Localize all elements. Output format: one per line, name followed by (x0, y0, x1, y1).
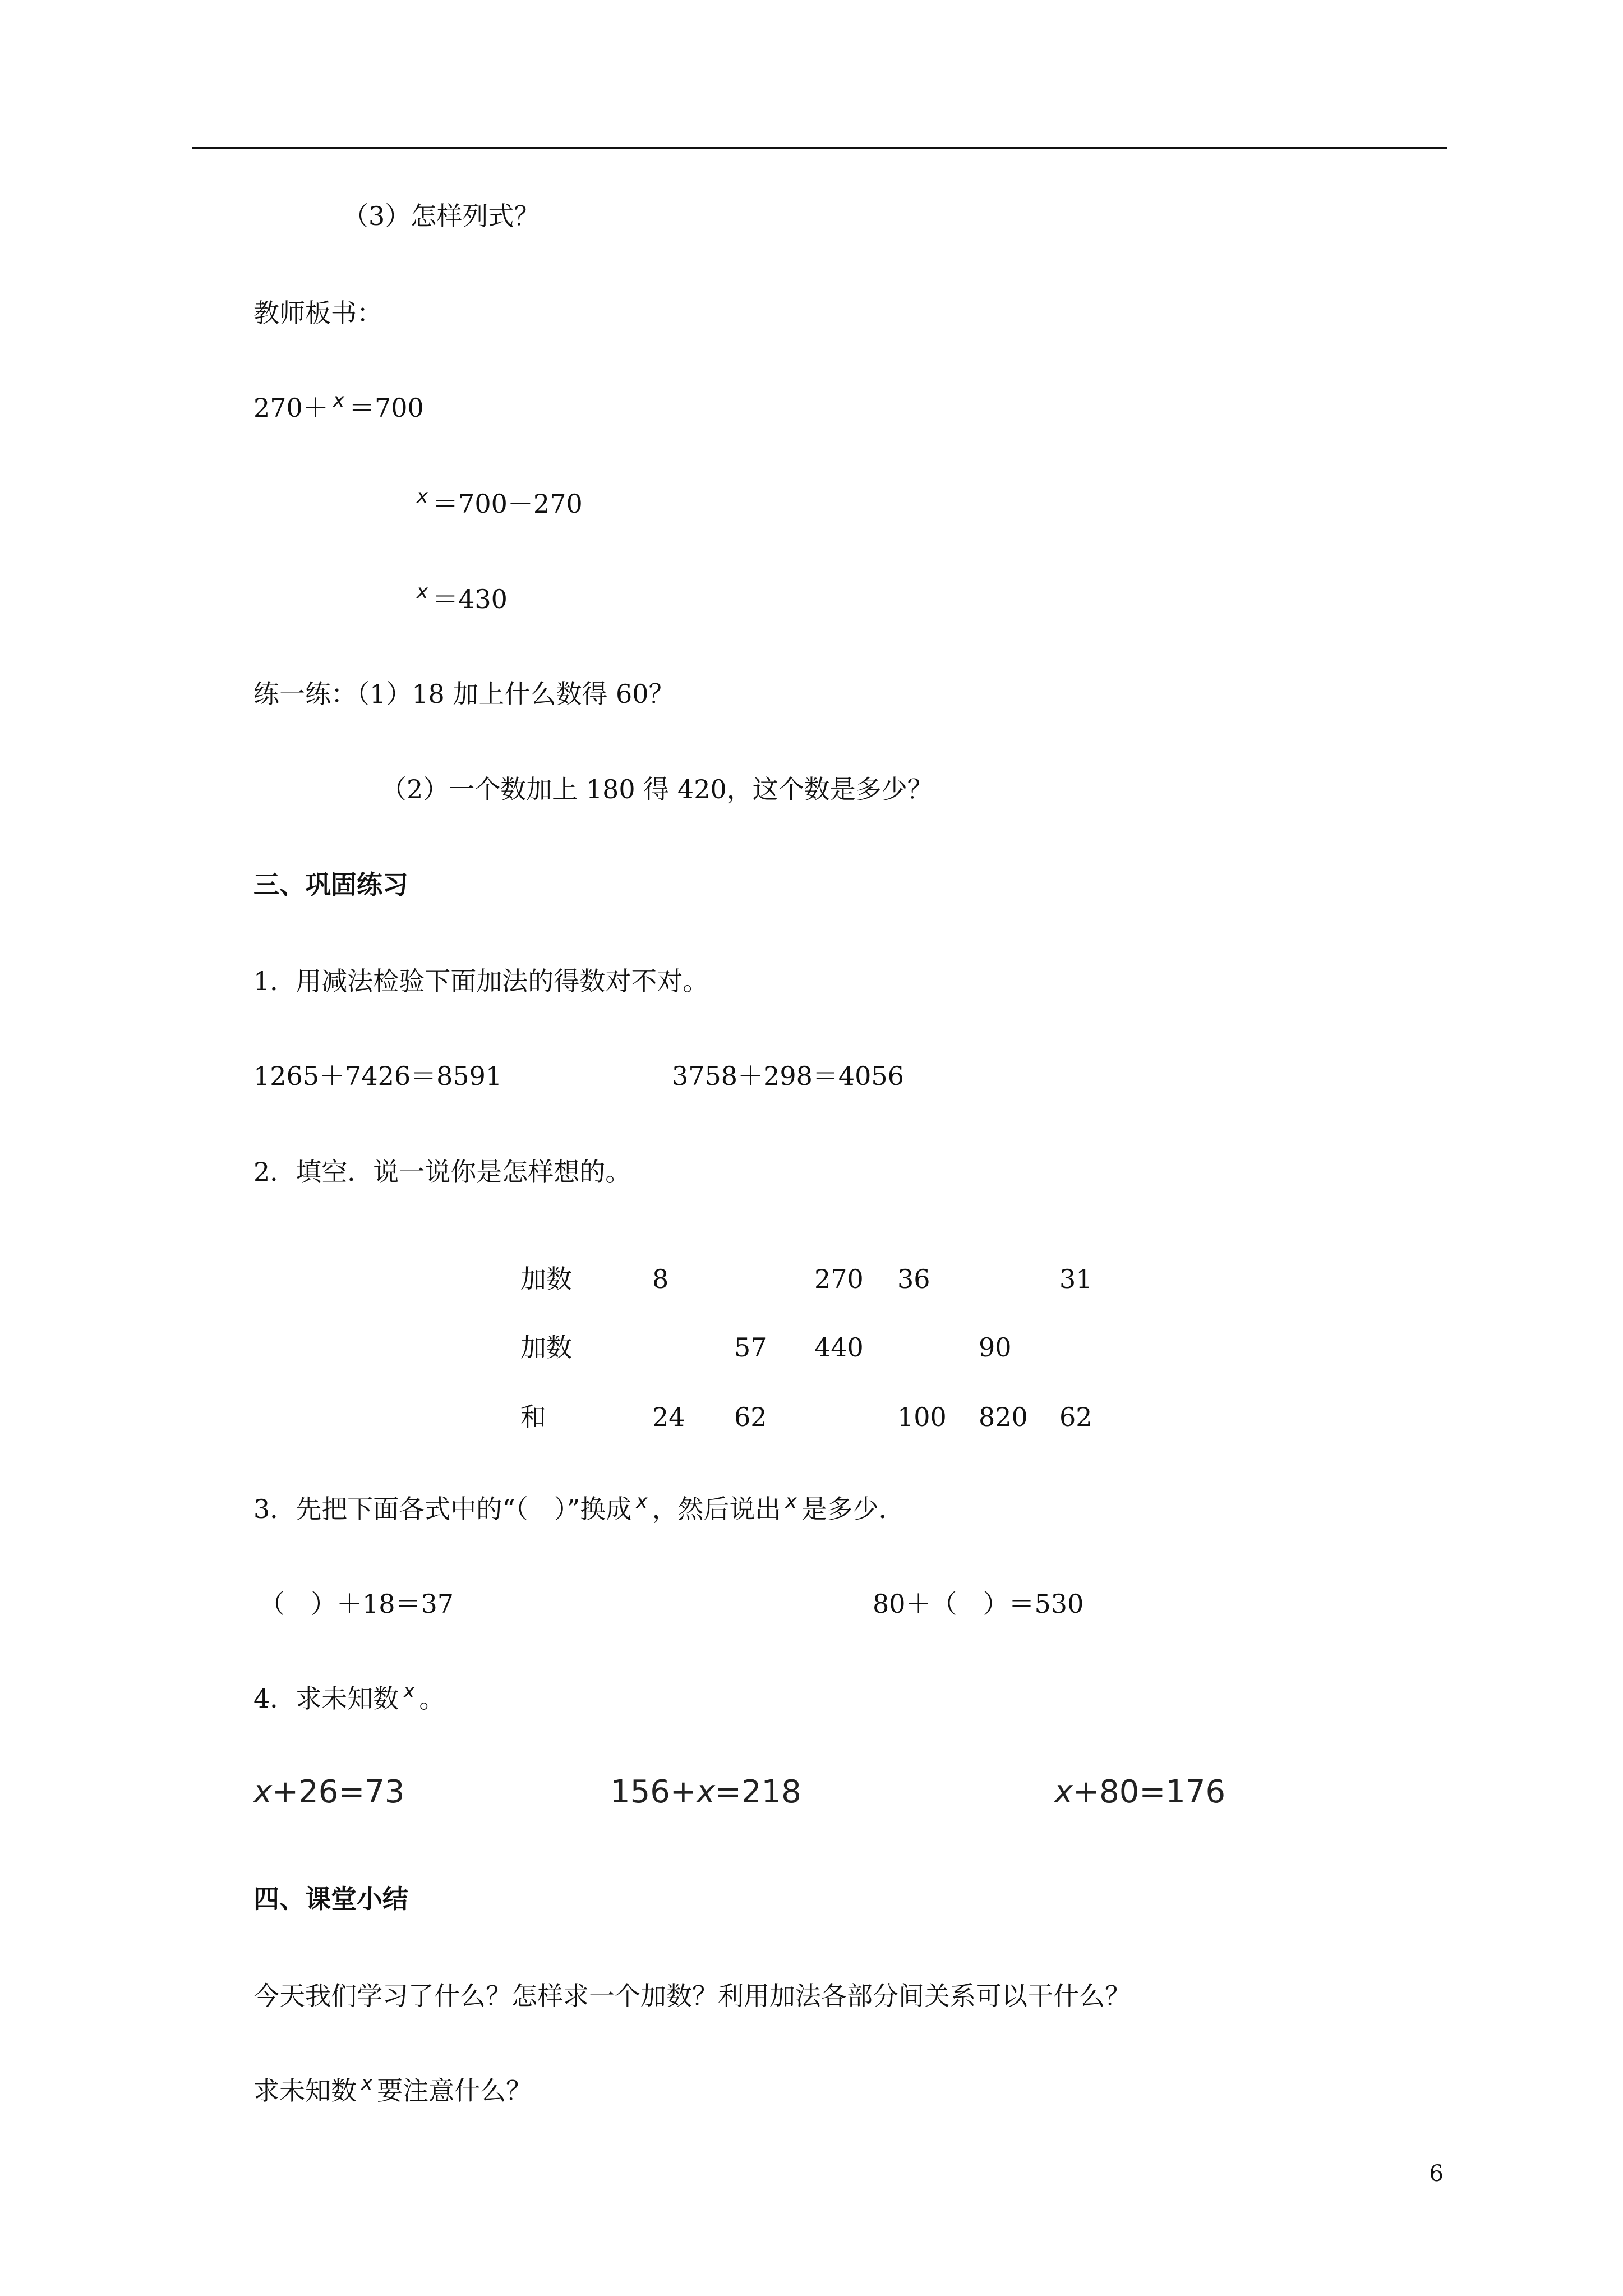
teacher-board-label: 教师板书： (253, 298, 382, 328)
variable-x: x (333, 389, 344, 412)
page-number: 6 (1429, 2161, 1444, 2187)
equation-text: =218 (714, 1774, 801, 1810)
exercise-4 (253, 1682, 445, 1718)
exercise-3-equation-a: （ ）＋18＝37 (259, 1589, 454, 1619)
table-cell: 24 (652, 1402, 685, 1432)
exercise-1: 1．用减法检验下面加法的得数对不对。 (253, 966, 709, 996)
variable-x: x (417, 485, 428, 508)
variable-x: x (361, 2072, 373, 2095)
section-3-title: 三、巩固练习 (253, 869, 408, 900)
exercise-4-text-a: 4．求未知数 (253, 1683, 399, 1714)
exercise-3 (253, 1492, 905, 1529)
exercise-4-equation-2 (610, 1773, 801, 1812)
equation-text: +80=176 (1073, 1774, 1226, 1810)
exercise-2: 2．填空．说一说你是怎样想的。 (253, 1157, 631, 1187)
table-cell: 90 (979, 1332, 1012, 1363)
variable-x: x (403, 1680, 415, 1703)
variable-x: x (636, 1490, 648, 1513)
table-cell: 270 (814, 1264, 864, 1294)
equation-line-2 (412, 487, 583, 523)
exercise-3-text-c: 是多少． (801, 1494, 905, 1524)
exercise-4-text-b: 。 (419, 1683, 445, 1714)
equation-text: 156+ (610, 1774, 697, 1810)
row-label-addend-2: 加数 (520, 1332, 572, 1363)
table-cell: 36 (897, 1264, 930, 1294)
equation-3-right: ＝430 (432, 584, 508, 614)
summary-line-1: 今天我们学习了什么？怎样求一个加数？利用加法各部分间关系可以干什么？ (253, 1981, 1131, 2011)
exercise-1-equation-b: 3758＋298＝4056 (672, 1061, 904, 1091)
exercise-3-text-a: 3．先把下面各式中的“（ ）”换成 (253, 1494, 632, 1524)
row-label-sum: 和 (520, 1402, 546, 1432)
table-cell: 8 (652, 1264, 669, 1294)
practice-1: 练一练：（1）18 加上什么数得 60？ (253, 679, 675, 709)
section-4-title: 四、课堂小结 (253, 1884, 408, 1914)
summary-line-2 (253, 2074, 532, 2110)
table-cell: 440 (814, 1332, 864, 1363)
equation-1-left: 270＋ (253, 393, 329, 423)
table-cell: 31 (1059, 1264, 1092, 1294)
table-cell: 820 (979, 1402, 1028, 1432)
equation-2-right: ＝700－270 (432, 489, 583, 519)
variable-x: x (1054, 1774, 1073, 1810)
exercise-1-equation-a: 1265＋7426＝8591 (253, 1061, 502, 1091)
equation-text: +26=73 (272, 1774, 405, 1810)
table-cell: 100 (897, 1402, 947, 1432)
variable-x: x (785, 1490, 797, 1513)
equation-line-1 (253, 391, 424, 427)
table-cell: 57 (734, 1332, 767, 1363)
question-3: （3）怎样列式？ (343, 201, 540, 231)
variable-x: x (696, 1774, 715, 1810)
exercise-4-equation-1 (253, 1773, 405, 1812)
exercise-3-text-b: ，然后说出 (652, 1494, 781, 1524)
row-label-addend-1: 加数 (520, 1264, 572, 1294)
variable-x: x (417, 581, 428, 603)
summary-text-b: 要注意什么？ (377, 2076, 532, 2106)
exercise-3-equation-b: 80＋（ ）＝530 (873, 1589, 1084, 1619)
summary-text-a: 求未知数 (253, 2076, 357, 2106)
equation-1-right: ＝700 (348, 393, 424, 423)
header-rule (192, 147, 1447, 149)
table-cell: 62 (1059, 1402, 1092, 1432)
variable-x: x (253, 1774, 273, 1810)
exercise-4-equation-3 (1054, 1773, 1225, 1812)
equation-line-3 (412, 582, 508, 619)
table-cell: 62 (734, 1402, 767, 1432)
practice-2: （2）一个数加上 180 得 420，这个数是多少？ (381, 774, 933, 804)
